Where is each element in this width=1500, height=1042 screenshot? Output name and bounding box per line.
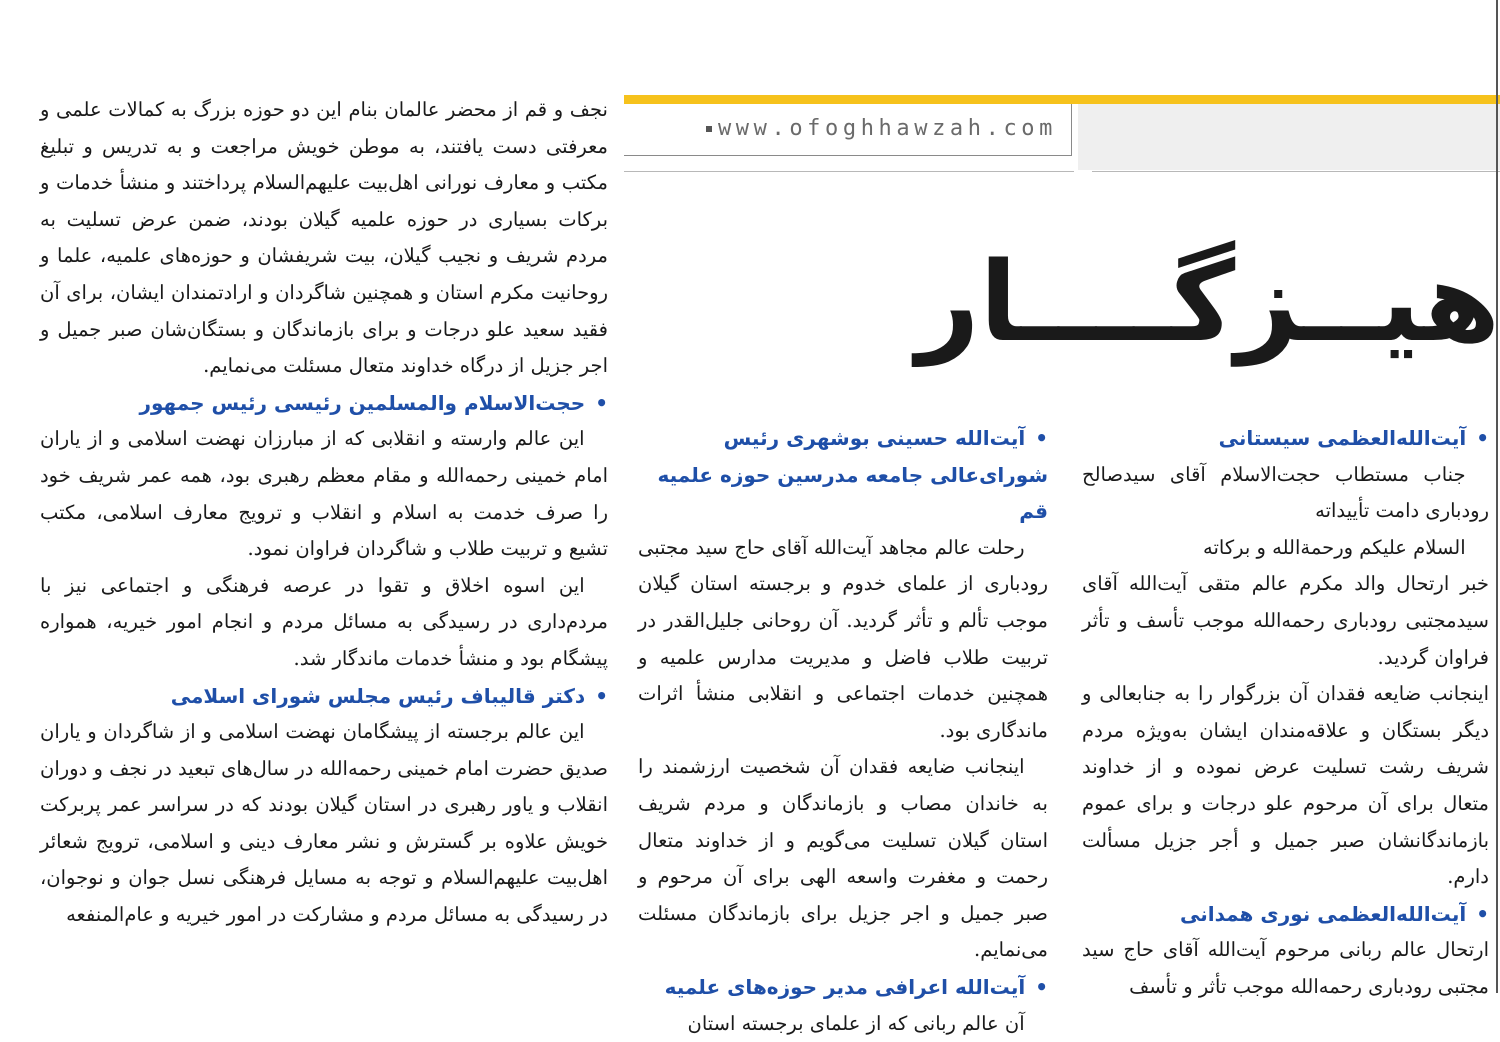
boushehri-paragraph-1: رحلت عالم مجاهد آیت‌الله آقای حاج سید مجتبی رودباری از علمای خدوم و برجسته استان گیلان موجب تألم و تأثر گردید. آن روحانی جلیل‌القدر در تربیت طلاب فاضل و مدیریت مدارس علمیه و همچنین خدمات اجتماعی و انقلابی منشأ اثرات ماندگاری بود. <box>638 530 1048 750</box>
qalibaf-heading <box>40 678 608 715</box>
qalibaf-paragraph-1: این عالم برجسته از پیشگامان نهضت اسلامی و از شاگردان و یاران صدیق حضرت امام خمینی رحمه‌الله در سال‌های تبعید در نجف و دوران انقلاب و یاور رهبری در استان گیلان بودند که در سراسر عمر پربرکت خویش علاوه بر گسترش و نشر معارف دینی و اسلامی، ترویج شعائر اهل‌بیت علیهم‌السلام و توجه به مسایل فرهنگی نسل جوان و نوجوان، در رسیدگی به مسائل مردم و مشارکت در امور خیریه و عام‌المنفعه <box>40 714 608 934</box>
square-bullet-icon <box>706 126 712 132</box>
raisi-heading-text: حجت‌الاسلام والمسلمین رئیسی رئیس جمهور <box>139 391 585 415</box>
site-url-text: www.ofoghhawzah.com <box>718 116 1057 141</box>
sistani-paragraph-2: السلام علیکم ورحمة‌الله و برکاته <box>1082 530 1489 567</box>
url-box <box>624 104 1072 156</box>
sistani-heading <box>1082 420 1489 457</box>
noori-paragraph-1: ارتحال عالم ربانی مرحوم آیت‌الله آقای حاج سید مجتبی رودباری رحمه‌الله موجب تأثر و تأسف <box>1082 932 1489 1005</box>
noori-heading <box>1082 896 1489 933</box>
bullet-icon: • <box>1476 902 1489 926</box>
divider <box>1092 171 1500 172</box>
bullet-icon: • <box>595 391 608 415</box>
sistani-paragraph-3: خبر ارتحال والد مکرم عالم متقی آیت‌الله آقای سیدمجتبی رودباری رحمه‌الله موجب تأسف و تأثر فراوان گردید. <box>1082 566 1489 676</box>
raisi-paragraph-1: این عالم وارسته و انقلابی که از مبارزان نهضت اسلامی و از یاران امام خمینی رحمه‌الله و مقام معظم رهبری بود، همه عمر شریف خود را صرف خدمت به اسلام و انقلاب و ترویج معارف اسلامی، مکتب تشیع و تربیت طلاب و شاگردان فراوان نمود. <box>40 421 608 567</box>
sistani-heading-text: آیت‌الله‌العظمی سیستانی <box>1219 426 1467 450</box>
qalibaf-heading-text: دکتر قالیباف رئیس مجلس شورای اسلامی <box>171 684 585 708</box>
bullet-icon: • <box>595 684 608 708</box>
raisi-heading <box>40 385 608 422</box>
arafi-paragraph-1: آن عالم ربانی که از علمای برجسته استان <box>638 1006 1048 1042</box>
divider <box>624 171 1074 172</box>
column-left <box>40 92 608 934</box>
sistani-paragraph-1: جناب مستطاب حجت‌الاسلام آقای سیدصالح رودباری دامت تأییداته <box>1082 457 1489 530</box>
page-edge-line <box>1496 0 1498 993</box>
boushehri-heading-text: آیت‌الله حسینی بوشهری رئیس شورای‌عالی جامعه مدرسین حوزه علمیه قم <box>658 426 1048 523</box>
page-title: هیــزگــــار <box>916 232 1500 372</box>
site-url[interactable] <box>706 116 1057 141</box>
arafi-heading-text: آیت‌الله اعرافی مدیر حوزه‌های علمیه <box>665 975 1026 999</box>
title-panel <box>1078 104 1500 170</box>
boushehri-heading <box>638 420 1048 530</box>
bullet-icon: • <box>1476 426 1489 450</box>
column-right <box>1082 420 1489 1006</box>
accent-band <box>624 95 1500 104</box>
bullet-icon: • <box>1035 975 1048 999</box>
bullet-icon: • <box>1035 426 1048 450</box>
column-middle <box>638 420 1048 1042</box>
boushehri-paragraph-2: اینجانب ضایعه فقدان آن شخصیت ارزشمند را به خاندان مصاب و بازماندگان و مردم شریف استان گیلان تسلیت می‌گویم و از خداوند متعال رحمت و مغفرت واسعه الهی برای آن مرحوم و صبر جمیل و اجر جزیل برای بازماندگان مسئلت می‌نمایم. <box>638 749 1048 969</box>
intro-paragraph: نجف و قم از محضر عالمان بنام این دو حوزه بزرگ به کمالات علمی و معرفتی دست یافتند، به موطن خویش مراجعت و به تدریس و تبلیغ مکتب و معارف نورانی اهل‌بیت علیهم‌السلام پرداختند و منشأ خدمات و برکات بسیاری در حوزه علمیه گیلان بودند، ضمن عرض تسلیت به مردم شریف و نجیب گیلان، بیت شریفشان و حوزه‌های علمیه، علما و روحانیت مکرم استان و همچنین شاگردان و ارادتمندان ایشان، برای آن فقید سعید علو درجات و برای بازماندگان و بستگان‌شان صبر جمیل و اجر جزیل از درگاه خداوند متعال مسئلت می‌نمایم. <box>40 92 608 385</box>
arafi-heading <box>638 969 1048 1006</box>
raisi-paragraph-2: این اسوه اخلاق و تقوا در عرصه فرهنگی و اجتماعی نیز با مردم‌داری در رسیدگی به مسائل مردم و انجام امور خیریه، همواره پیشگام بود و منشأ خدمات ماندگار شد. <box>40 568 608 678</box>
noori-heading-text: آیت‌الله‌العظمی نوری همدانی <box>1180 902 1466 926</box>
sistani-paragraph-4: اینجانب ضایعه فقدان آن بزرگوار را به جنابعالی و دیگر بستگان و علاقه‌مندان ایشان به‌ویژه مردم شریف رشت تسلیت عرض نموده و از خداوند متعال برای آن مرحوم علو درجات و برای عموم بازماندگانشان صبر جمیل و أجر جزیل مسألت دارم. <box>1082 676 1489 896</box>
